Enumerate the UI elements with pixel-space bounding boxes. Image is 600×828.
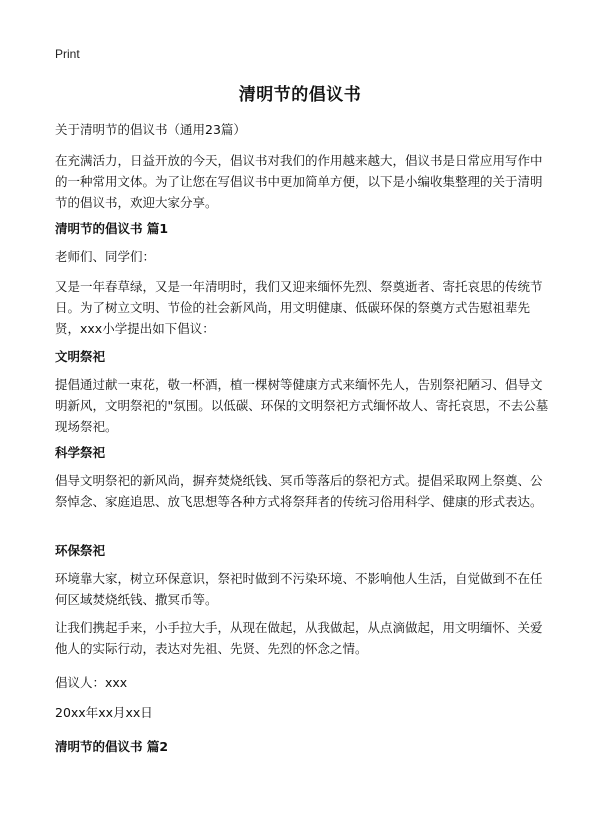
closing-paragraph: 让我们携起手来，小手拉大手，从现在做起，从我做起，从点滴做起，用文明缅怀、关爱他人的实际行动，表达对先祖、先贤、先烈的怀念之情。	[55, 620, 543, 656]
document-title: 清明节的倡议书	[238, 85, 362, 105]
intro-paragraph: 在充满活力，日益开放的今天，倡议书对我们的作用越来越大，倡议书是日常应用写作中的一种常用文体。为了让您在写倡议书中更加简单方便，以下是小编收集整理的关于清明节的倡议书，欢迎大家分享。	[55, 153, 543, 210]
section-heading-eco: 环保祭祀	[55, 543, 106, 558]
document-subtitle: 关于清明节的倡议书（通用23篇）	[55, 122, 246, 137]
print-link[interactable]: Print	[55, 47, 80, 61]
section-text-eco: 环境靠大家，树立环保意识，祭祀时做到不污染环境、不影响他人生活，自觉做到不在任何区域焚烧纸钱、撒冥币等。	[55, 571, 543, 607]
opening-paragraph: 又是一年春草绿，又是一年清明时，我们又迎来缅怀先烈、祭奠逝者、寄托哀思的传统节日。为了树立文明、节俭的社会新风尚，用文明健康、低碳环保的祭奠方式告慰祖辈先贤，xxx小学提出如下倡议：	[55, 279, 543, 336]
section-heading-civilized: 文明祭祀	[55, 349, 106, 364]
section-heading-scientific: 科学祭祀	[55, 445, 106, 460]
section-text-scientific: 倡导文明祭祀的新风尚，摒弃焚烧纸钱、冥币等落后的祭祀方式。提倡采取网上祭奠、公祭悼念、家庭追思、放飞思想等各种方式将祭拜者的传统习俗用科学、健康的形式表达。	[55, 473, 543, 509]
article-heading-2: 清明节的倡议书 篇2	[55, 739, 169, 754]
date-text: 20xx年xx月xx日	[55, 705, 153, 720]
signer-text: 倡议人：xxx	[55, 675, 128, 690]
section-text-civilized: 提倡通过献一束花，敬一杯酒，植一棵树等健康方式来缅怀先人，告别祭祀陋习、倡导文明新风，文明祭祀的"氛围。以低碳、环保的文明祭祀方式缅怀故人、寄托哀思，不去公墓现场祭祀。	[55, 377, 549, 434]
article-heading-1: 清明节的倡议书 篇1	[55, 221, 169, 236]
greeting-text: 老师们、同学们：	[55, 249, 156, 264]
